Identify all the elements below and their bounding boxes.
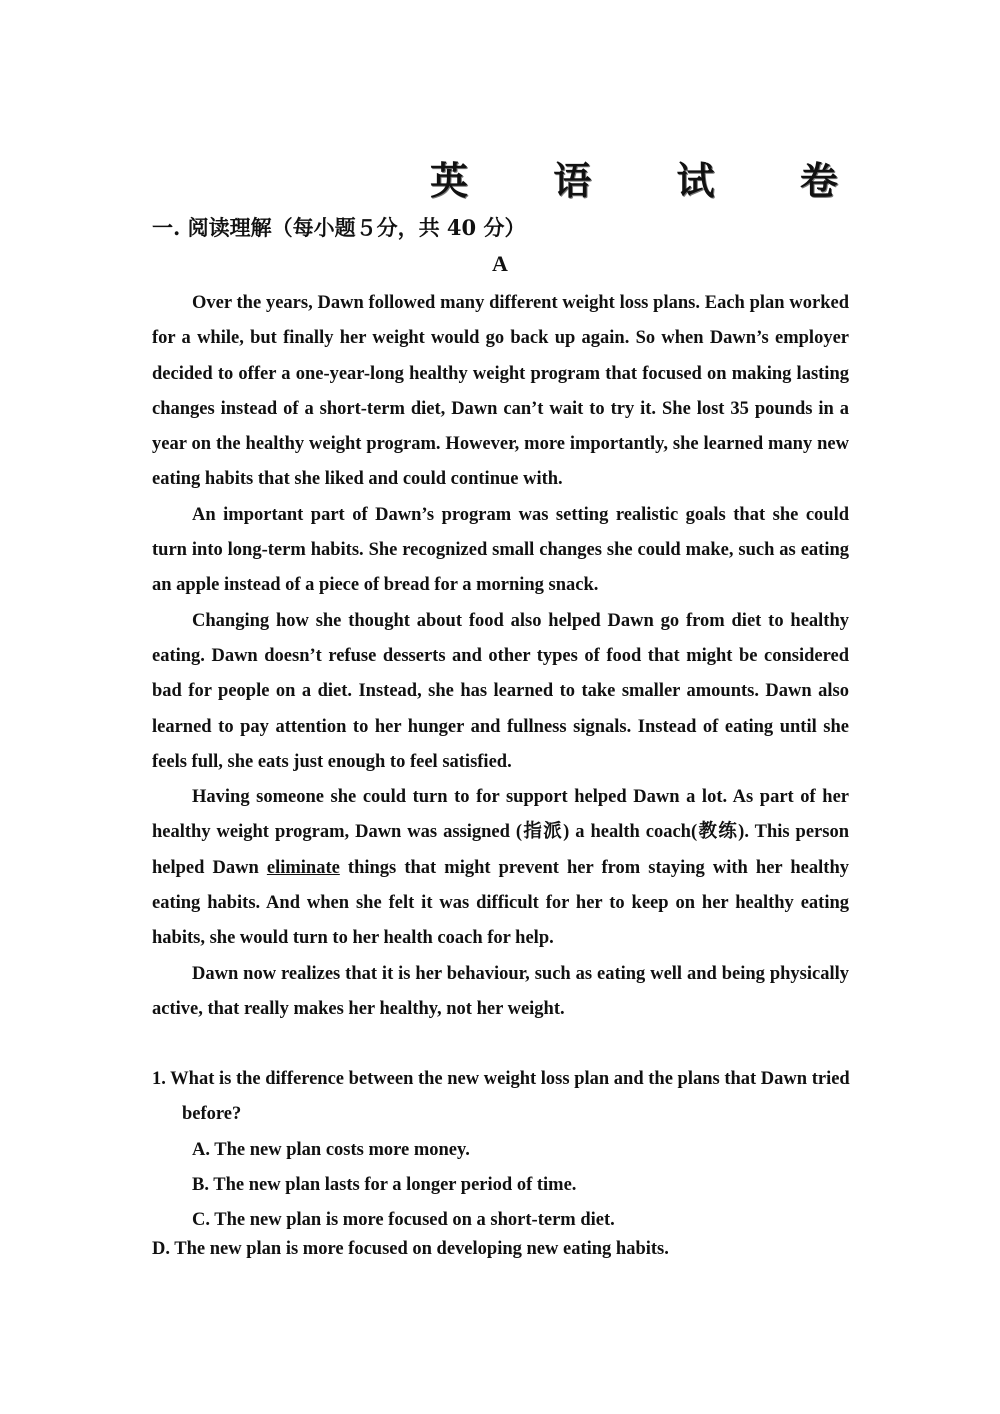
reading-passage: [152, 286, 849, 1027]
underlined-word: eliminate: [266, 857, 340, 878]
passage-label: A: [492, 251, 508, 276]
section-heading: 一. 阅读理解（每小题５分，共 40 分）: [152, 215, 526, 240]
passage-paragraph: An important part of Dawn’s program was setting realistic goals that she could turn into long-term habits. She recognized small changes she could make, such as eating an apple instead of a piece of bread for a morning snack.: [152, 504, 849, 596]
option-a: A. The new plan costs more money.: [192, 1139, 470, 1160]
option-b: B. The new plan lasts for a longer period of time.: [192, 1174, 577, 1195]
question-1: [152, 1062, 852, 1238]
passage-paragraph: Over the years, Dawn followed many different weight loss plans. Each plan worked for a while, but finally her weight would go back up again. So when Dawn’s employer decided to offer a one-year-long healthy weight program that focused on making lasting changes instead of a short-term diet, Dawn can’t wait to try it. She lost 35 pounds in a year on the healthy weight program. However, more importantly, she learned many new eating habits that she liked and could continue with.: [152, 293, 849, 490]
passage-paragraph: [152, 780, 849, 956]
option-d: D. The new plan is more focused on developing new eating habits.: [152, 1239, 669, 1259]
passage-paragraph: Dawn now realizes that it is her behaviour, such as eating well and being physically active, that really makes her healthy, not her weight.: [152, 963, 849, 1019]
paragraph-text: things that might prevent her from staying with her healthy eating habits. And when she felt it was difficult for her to keep on her healthy eating habits, she would turn to her health coach for help.: [152, 857, 849, 949]
option-c: C. The new plan is more focused on a short-term diet.: [192, 1210, 615, 1231]
question-stem: 1. What is the difference between the new weight loss plan and the plans that Dawn tried before?: [152, 1069, 850, 1125]
page-title: 英 语 试 卷: [430, 158, 874, 203]
paragraph-text: Having someone she could turn to for support helped Dawn a lot. As part of her healthy weight program, Dawn was assigned (指派) a health coach(教练). This person helped Dawn: [152, 787, 849, 878]
passage-paragraph: Changing how she thought about food also helped Dawn go from diet to healthy eating. Dawn doesn’t refuse desserts and other types of food that might be considered bad for people on a diet. Instead, she has learned to take smaller amounts. Dawn also learned to pay attention to her hunger and fullness signals. Instead of eating until she feels full, she eats just enough to feel satisfied.: [152, 610, 849, 772]
